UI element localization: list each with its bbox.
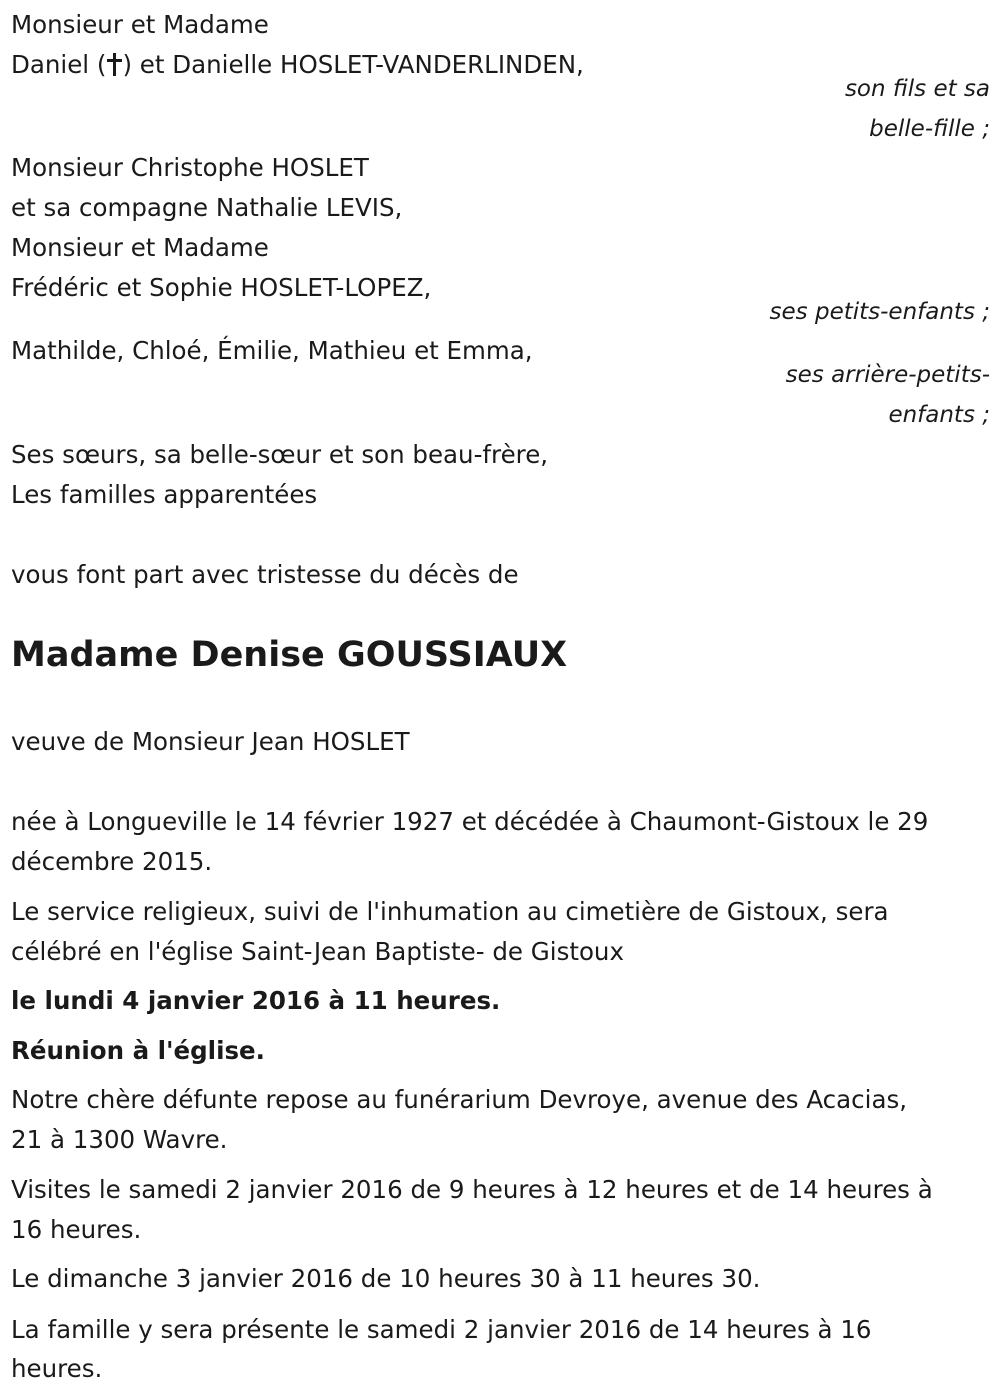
service-text: célébré en l'église Saint-Jean Baptiste- de Gistoux [11, 937, 624, 966]
sunday-visits-text: Le dimanche 3 janvier 2016 de 10 heures 30 à 11 heures 30. [11, 1264, 761, 1293]
family-line-part: Daniel ( [11, 50, 107, 79]
birth-death-text: décembre 2015. [11, 847, 213, 876]
birth-death-text: née à Longueville le 14 février 1927 et décédée à Chaumont-Gistoux le 29 [11, 807, 929, 836]
family-line: Monsieur et Madame [11, 10, 269, 39]
widow-line: veuve de Monsieur Jean HOSLET [11, 727, 410, 756]
relationship-label: son fils et sa [844, 76, 990, 102]
family-line [11, 45, 584, 85]
family-line: Frédéric et Sophie HOSLET-LOPEZ, [11, 273, 432, 302]
family-line: Les familles apparentées [11, 480, 318, 509]
family-line: Mathilde, Chloé, Émilie, Mathieu et Emma, [11, 336, 533, 365]
relationship-label: belle-fille ; [869, 116, 990, 142]
meeting-note: Réunion à l'église. [11, 1036, 265, 1065]
relationship-label: enfants ; [888, 402, 990, 428]
relationship-label: ses petits-enfants ; [769, 299, 990, 325]
resting-place-text: Notre chère défunte repose au funérarium Devroye, avenue des Acacias, [11, 1085, 908, 1114]
resting-place-text: 21 à 1300 Wavre. [11, 1125, 228, 1154]
service-text: Le service religieux, suivi de l'inhumation au cimetière de Gistoux, sera [11, 897, 889, 926]
family-line-part: ) et Danielle HOSLET-VANDERLINDEN, [122, 50, 584, 79]
family-line: Ses sœurs, sa belle-sœur et son beau-frère, [11, 440, 549, 469]
family-presence-text: La famille y sera présente le samedi 2 janvier 2016 de 14 heures à 16 [11, 1315, 872, 1344]
cross-icon [106, 52, 122, 76]
visits-text: 16 heures. [11, 1215, 142, 1244]
service-date: le lundi 4 janvier 2016 à 11 heures. [11, 986, 501, 1015]
family-line: et sa compagne Nathalie LEVIS, [11, 193, 403, 222]
family-line: Monsieur et Madame [11, 233, 269, 262]
visits-text: Visites le samedi 2 janvier 2016 de 9 heures à 12 heures et de 14 heures à [11, 1175, 933, 1204]
relationship-label: ses arrière-petits- [785, 362, 990, 388]
family-presence-text: heures. [11, 1354, 103, 1383]
deceased-name: Madame Denise GOUSSIAUX [11, 635, 568, 675]
family-line: Monsieur Christophe HOSLET [11, 153, 369, 182]
announcement-intro: vous font part avec tristesse du décès de [11, 560, 519, 589]
